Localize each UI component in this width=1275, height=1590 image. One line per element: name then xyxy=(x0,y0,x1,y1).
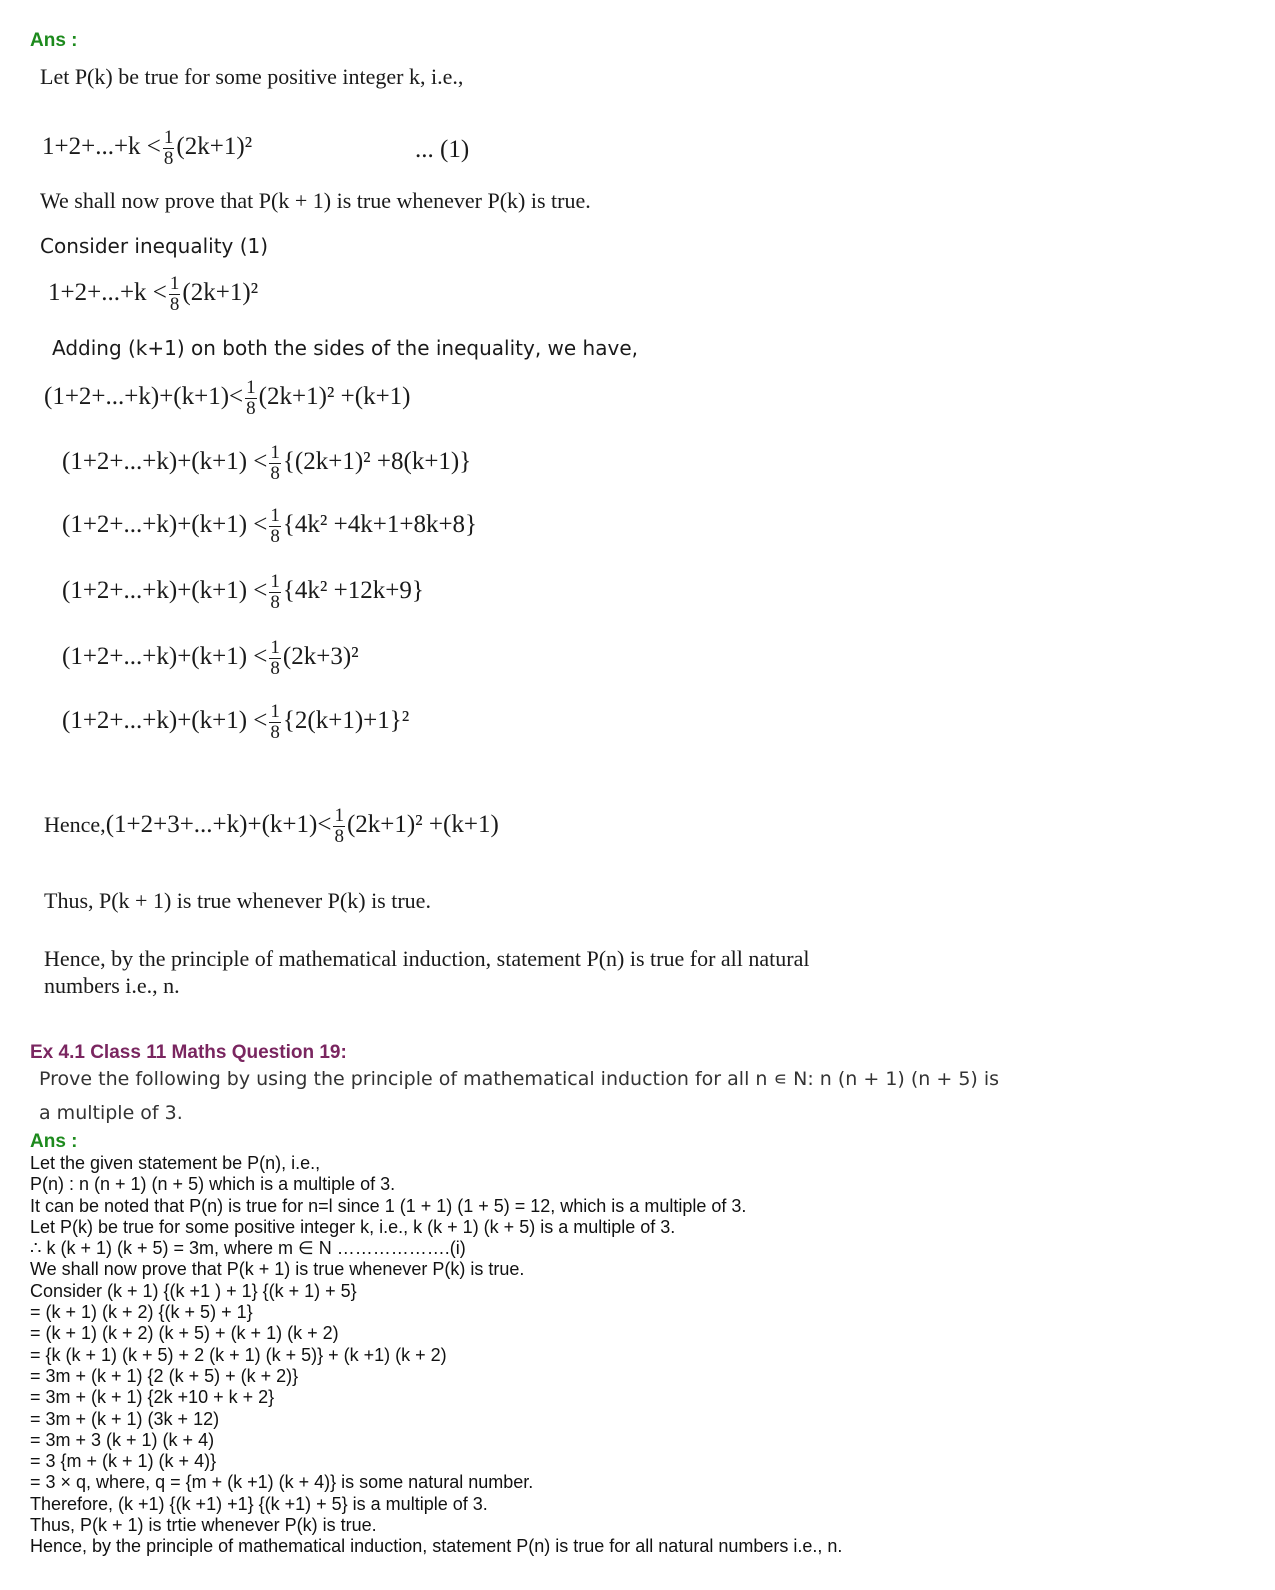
step-fraction: $\frac{1}{8}$ xyxy=(246,377,256,419)
step-fraction: $\frac{1}{8}$ xyxy=(270,637,280,679)
step-lhs: (1+2+...+k)+(k+1) < xyxy=(62,707,268,735)
equation-2 xyxy=(48,274,258,315)
equation-2-rhs: (2k+1)² xyxy=(182,279,259,307)
step-fraction: $\frac{1}{8}$ xyxy=(270,571,280,613)
equation-1-rhs: (2k+1)² xyxy=(176,133,253,161)
answer-line: = {k (k + 1) (k + 5) + 2 (k + 1) (k + 5)} + (k +1) (k + 2) xyxy=(30,1344,447,1365)
answer-line: Thus, P(k + 1) is trtie whenever P(k) is true. xyxy=(30,1515,377,1536)
hence-fraction: $\frac{1}{8}$ xyxy=(334,805,344,847)
answer-line: Let P(k) be true for some positive integer k, i.e., k (k + 1) (k + 5) is a multiple of 3. xyxy=(30,1216,676,1237)
prove-statement: We shall now prove that P(k + 1) is true whenever P(k) is true. xyxy=(40,188,591,213)
equation-2-lhs: 1+2+...+k < xyxy=(48,279,167,307)
conclusion-line-2: numbers i.e., n. xyxy=(44,973,180,998)
answer-line: ∴ k (k + 1) (k + 5) = 3m, where m ∈ N ……………….(i) xyxy=(30,1238,466,1259)
step-lhs: (1+2+...+k)+(k+1) < xyxy=(62,448,268,476)
answer-line: We shall now prove that P(k + 1) is true whenever P(k) is true. xyxy=(30,1259,525,1280)
adding-text: Adding (k+1) on both the sides of the inequality, we have, xyxy=(52,336,638,360)
hence-lhs: (1+2+3+...+k)+(k+1)< xyxy=(105,811,332,839)
step-rhs: (2k+3)² xyxy=(282,643,359,671)
step-rhs: {2(k+1)+1}² xyxy=(282,707,410,735)
hence-prefix: Hence, xyxy=(44,812,106,838)
conclusion-line-1: Hence, by the principle of mathematical induction, statement P(n) is true for all natural xyxy=(44,946,810,971)
step-line xyxy=(62,572,424,613)
equation-1-fraction: $\frac{1}{8}$ xyxy=(163,127,174,169)
answer-line: = 3 {m + (k + 1) (k + 4)} xyxy=(30,1451,217,1472)
answer-line: = 3m + (k + 1) {2k +10 + k + 2} xyxy=(30,1387,275,1408)
answer-line: It can be noted that P(n) is true for n=l since 1 (1 + 1) (1 + 5) = 12, which is a multiple of 3. xyxy=(30,1195,747,1216)
answer-body xyxy=(30,1153,842,1558)
question-line-1: Prove the following by using the principle of mathematical induction for all n ∊ N: n (n + 1) (n + 5) is xyxy=(39,1068,1000,1090)
answer-line: Therefore, (k +1) {(k +1) +1} {(k +1) + 5} is a multiple of 3. xyxy=(30,1493,488,1514)
step-lhs: (1+2+...+k)+(k+1) < xyxy=(62,511,268,539)
answer-line: = (k + 1) (k + 2) {(k + 5) + 1} xyxy=(30,1302,253,1323)
step-rhs: {(2k+1)² +8(k+1)} xyxy=(282,448,472,476)
hence-rhs: (2k+1)² +(k+1) xyxy=(346,811,499,839)
step-rhs: {4k² +4k+1+8k+8} xyxy=(282,511,478,539)
step-fraction: $\frac{1}{8}$ xyxy=(270,442,280,484)
intro-text: Let P(k) be true for some positive integer k, i.e., xyxy=(40,64,464,89)
ans-label: Ans : xyxy=(30,30,78,51)
step-line xyxy=(62,702,409,743)
equation-1 xyxy=(42,128,252,169)
equation-1-lhs: 1+2+...+k < xyxy=(42,133,161,161)
step-line xyxy=(62,638,359,679)
hence-equation xyxy=(44,806,499,847)
thus-text: Thus, P(k + 1) is true whenever P(k) is true. xyxy=(44,888,431,913)
question-line-2: a multiple of 3. xyxy=(39,1102,183,1124)
step-rhs: (2k+1)² +(k+1) xyxy=(258,383,411,411)
equation-1-tag: ... (1) xyxy=(415,136,470,163)
answer-line: = 3m + (k + 1) {2 (k + 5) + (k + 2)} xyxy=(30,1365,299,1386)
step-line xyxy=(62,443,471,484)
answer-line: = 3m + 3 (k + 1) (k + 4) xyxy=(30,1429,215,1450)
consider-text: Consider inequality (1) xyxy=(40,234,269,258)
step-rhs: {4k² +12k+9} xyxy=(282,577,424,605)
step-line xyxy=(44,378,411,419)
answer-line: P(n) : n (n + 1) (n + 5) which is a multiple of 3. xyxy=(30,1174,396,1195)
answer-line: = 3m + (k + 1) (3k + 12) xyxy=(30,1408,220,1429)
answer-line: = 3 × q, where, q = {m + (k +1) (k + 4)} is some natural number. xyxy=(30,1472,534,1493)
answer-line: Let the given statement be P(n), i.e., xyxy=(30,1153,321,1173)
answer-line: = (k + 1) (k + 2) (k + 5) + (k + 1) (k + 2) xyxy=(30,1323,339,1344)
equation-2-fraction: $\frac{1}{8}$ xyxy=(169,273,180,315)
answer-line: Hence, by the principle of mathematical induction, statement P(n) is true for all natural numbers i.e., n. xyxy=(30,1536,843,1557)
step-lhs: (1+2+...+k)+(k+1) < xyxy=(62,643,268,671)
answer-line: Consider (k + 1) {(k +1 ) + 1} {(k + 1) + 5} xyxy=(30,1280,357,1301)
ans-label-2: Ans : xyxy=(30,1131,78,1152)
question-heading: Ex 4.1 Class 11 Maths Question 19: xyxy=(30,1042,347,1063)
step-fraction: $\frac{1}{8}$ xyxy=(270,701,280,743)
step-lhs: (1+2+...+k)+(k+1) < xyxy=(62,577,268,605)
step-lhs: (1+2+...+k)+(k+1)< xyxy=(44,383,244,411)
step-line xyxy=(62,506,477,547)
step-fraction: $\frac{1}{8}$ xyxy=(270,505,280,547)
